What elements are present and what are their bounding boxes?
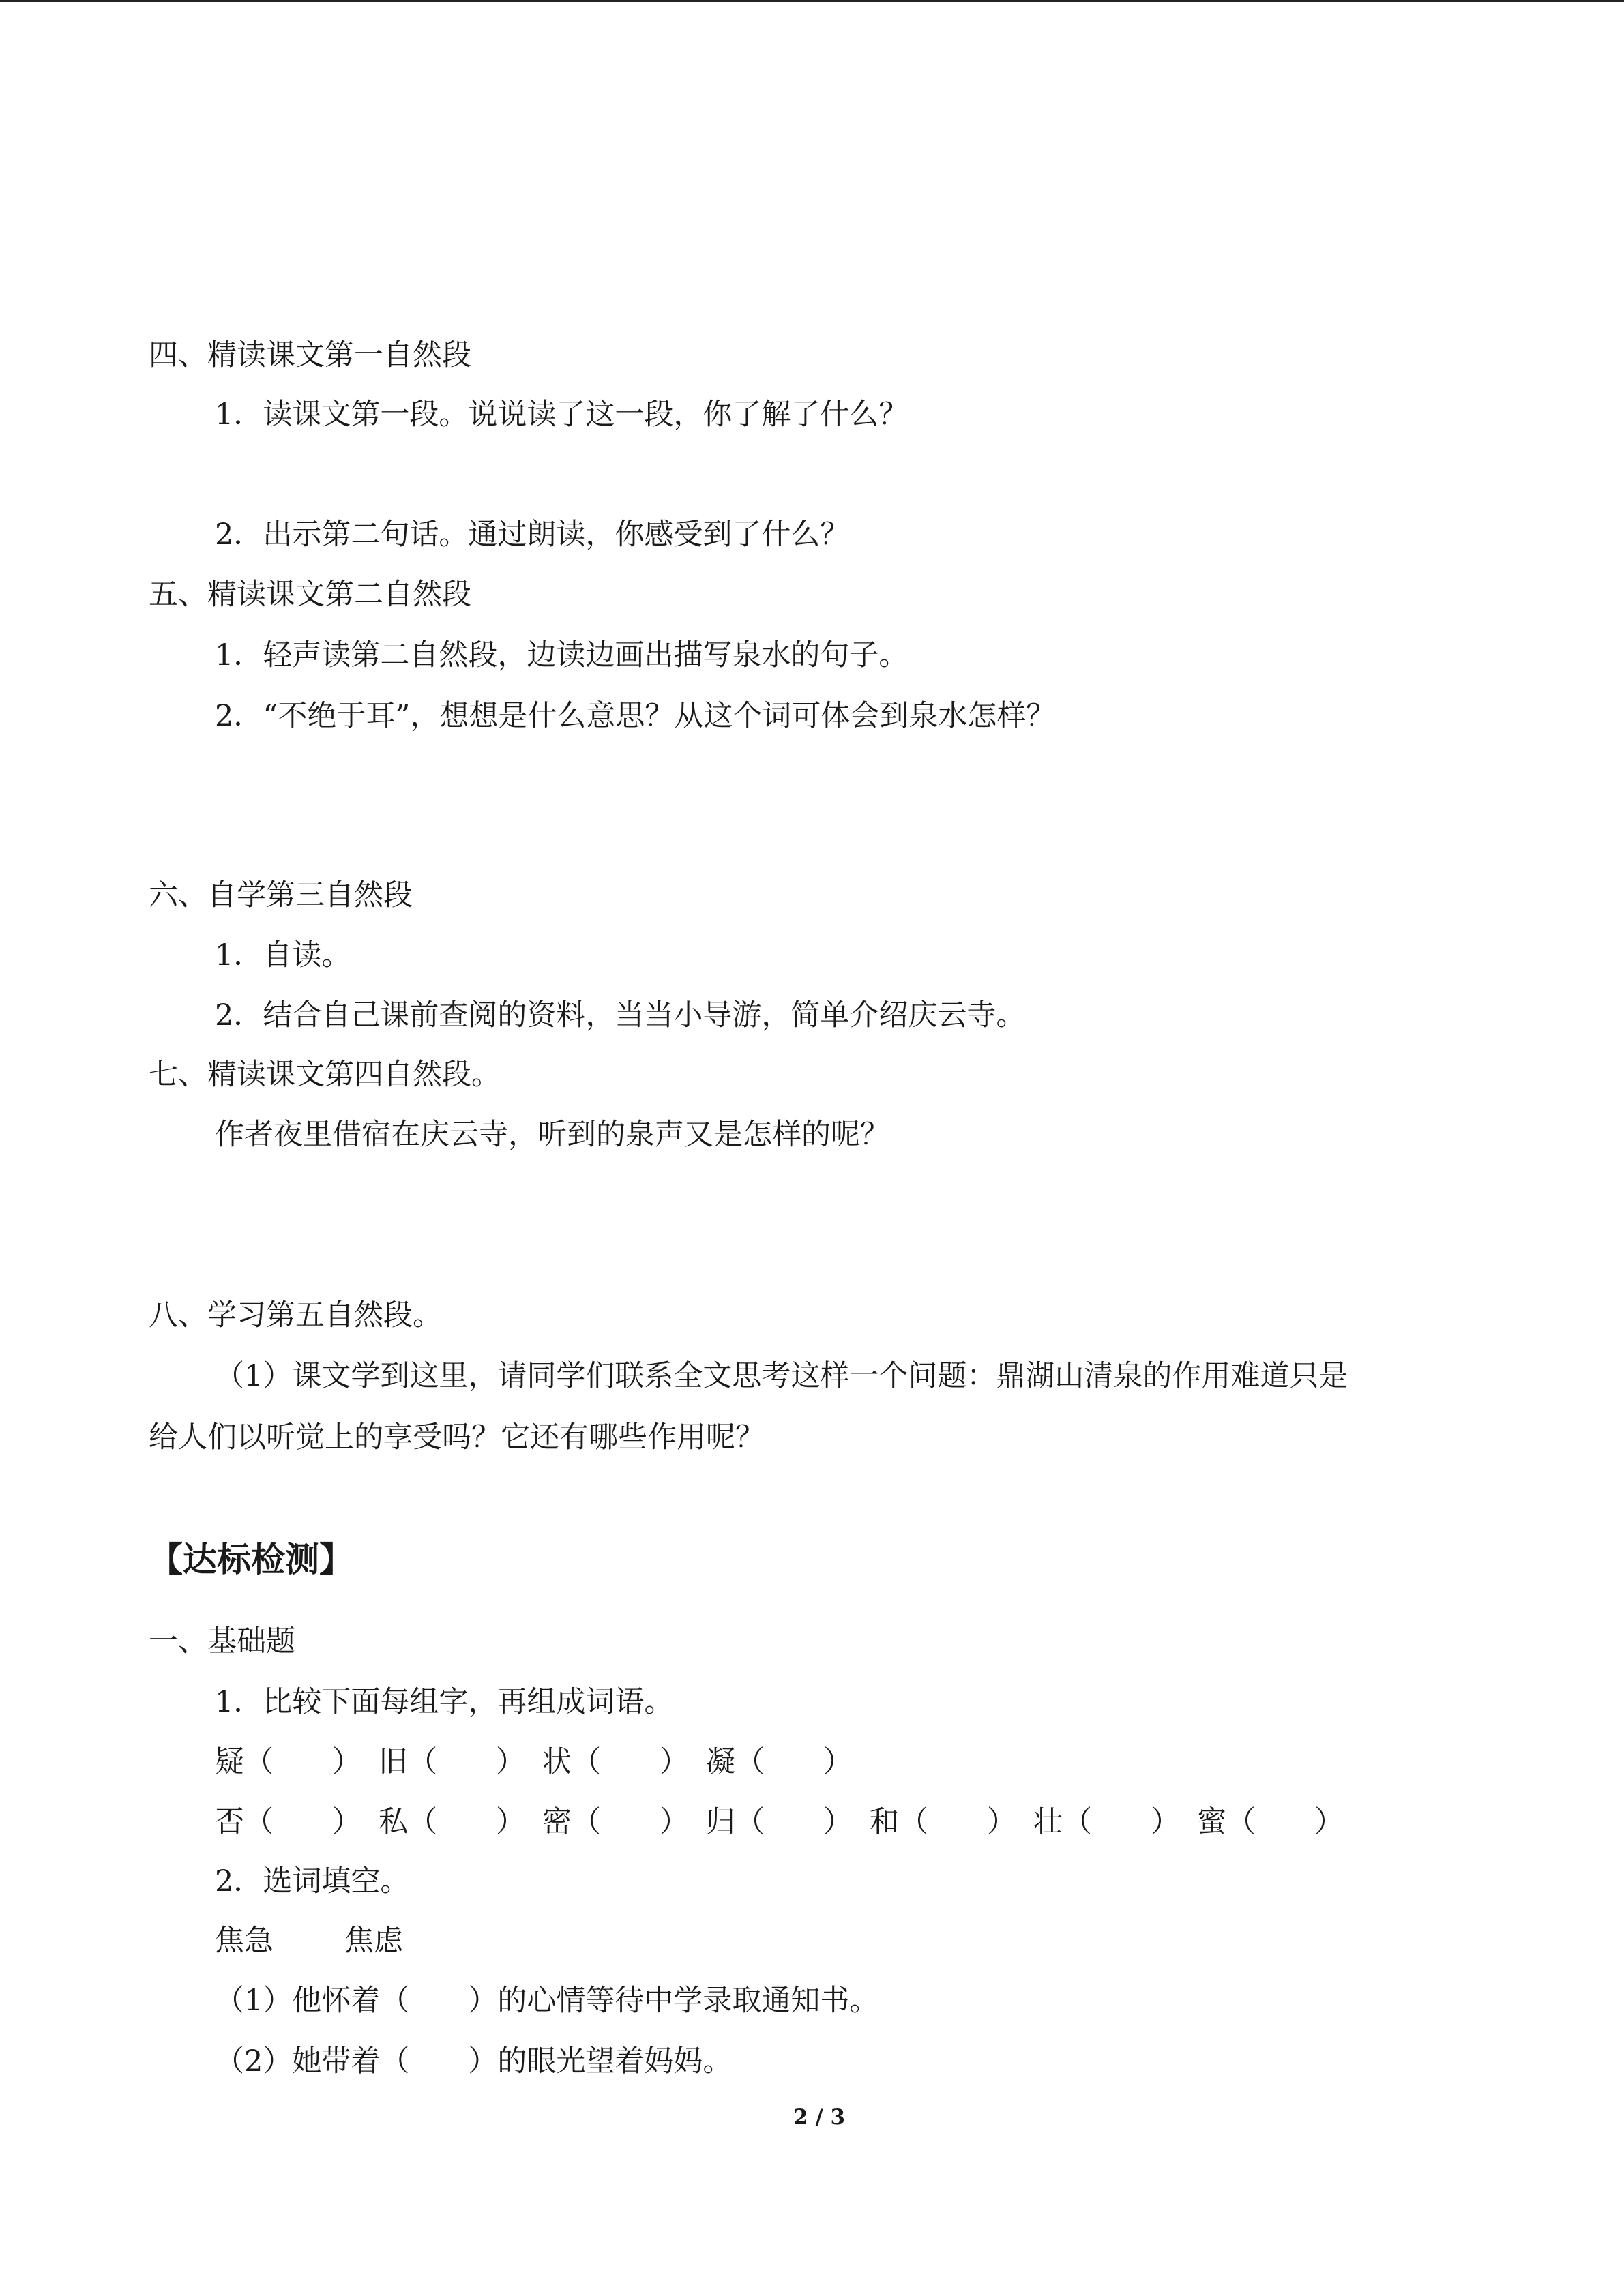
question-2-item-1: （1）他怀着（ ）的心情等待中学录取通知书。 [215, 1984, 879, 2018]
section-7-title: 七、精读课文第四自然段。 [149, 1058, 501, 1092]
question-1-row-2 [215, 1805, 1361, 1839]
page-number: 2 / 3 [793, 2105, 846, 2130]
basic-questions-title: 一、基础题 [149, 1624, 295, 1658]
char-item: 和（ ） [870, 1805, 1016, 1839]
section-5-question-1: 1．轻声读第二自然段，边读边画出描写泉水的句子。 [215, 638, 909, 672]
section-8-text-line-1: （1）课文学到这里，请同学们联系全文思考这样一个问题：鼎湖山清泉的作用难道只是 [215, 1359, 1348, 1393]
section-4-title: 四、精读课文第一自然段 [149, 338, 471, 372]
section-5-question-2: 2．“不绝于耳”，想想是什么意思？从这个词可体会到泉水怎样？ [215, 699, 1056, 733]
char-item: 壮（ ） [1033, 1805, 1180, 1839]
section-8-text-line-2: 给人们以听觉上的享受吗？它还有哪些作用呢？ [149, 1420, 765, 1455]
char-item: 旧（ ） [379, 1745, 525, 1779]
section-7-text: 作者夜里借宿在庆云寺，听到的泉声又是怎样的呢？ [215, 1118, 889, 1152]
char-item: 否（ ） [215, 1805, 361, 1839]
word-option: 焦虑 [344, 1924, 403, 1958]
section-8-title: 八、学习第五自然段。 [149, 1298, 442, 1332]
char-item: 密（ ） [542, 1805, 689, 1839]
top-border-line [0, 0, 1624, 2]
section-4-question-1: 1．读课文第一段。说说读了这一段，你了解了什么？ [215, 398, 909, 432]
section-6-question-2: 2．结合自己课前查阅的资料，当当小导游，简单介绍庆云寺。 [215, 998, 1026, 1032]
section-6-question-1: 1．自读。 [215, 938, 351, 972]
char-item: 蜜（ ） [1197, 1805, 1344, 1839]
char-item: 私（ ） [379, 1805, 525, 1839]
char-item: 疑（ ） [215, 1745, 361, 1779]
section-5-title: 五、精读课文第二自然段 [149, 578, 471, 612]
question-1-title: 1．比较下面每组字，再组成词语。 [215, 1685, 674, 1719]
word-option: 焦急 [215, 1924, 274, 1958]
question-2-word-options [215, 1926, 403, 1956]
question-2-title: 2．选词填空。 [215, 1864, 410, 1898]
question-2-item-2: （2）她带着（ ）的眼光望着妈妈。 [215, 2044, 733, 2078]
section-4-question-2: 2．出示第二句话。通过朗读，你感受到了什么？ [215, 518, 850, 552]
question-1-row-1 [215, 1745, 870, 1779]
section-6-title: 六、自学第三自然段 [149, 878, 413, 912]
char-item: 归（ ） [706, 1805, 853, 1839]
char-item: 状（ ） [542, 1745, 689, 1779]
assessment-heading: 【达标检测】 [149, 1539, 353, 1579]
char-item: 凝（ ） [706, 1745, 853, 1779]
